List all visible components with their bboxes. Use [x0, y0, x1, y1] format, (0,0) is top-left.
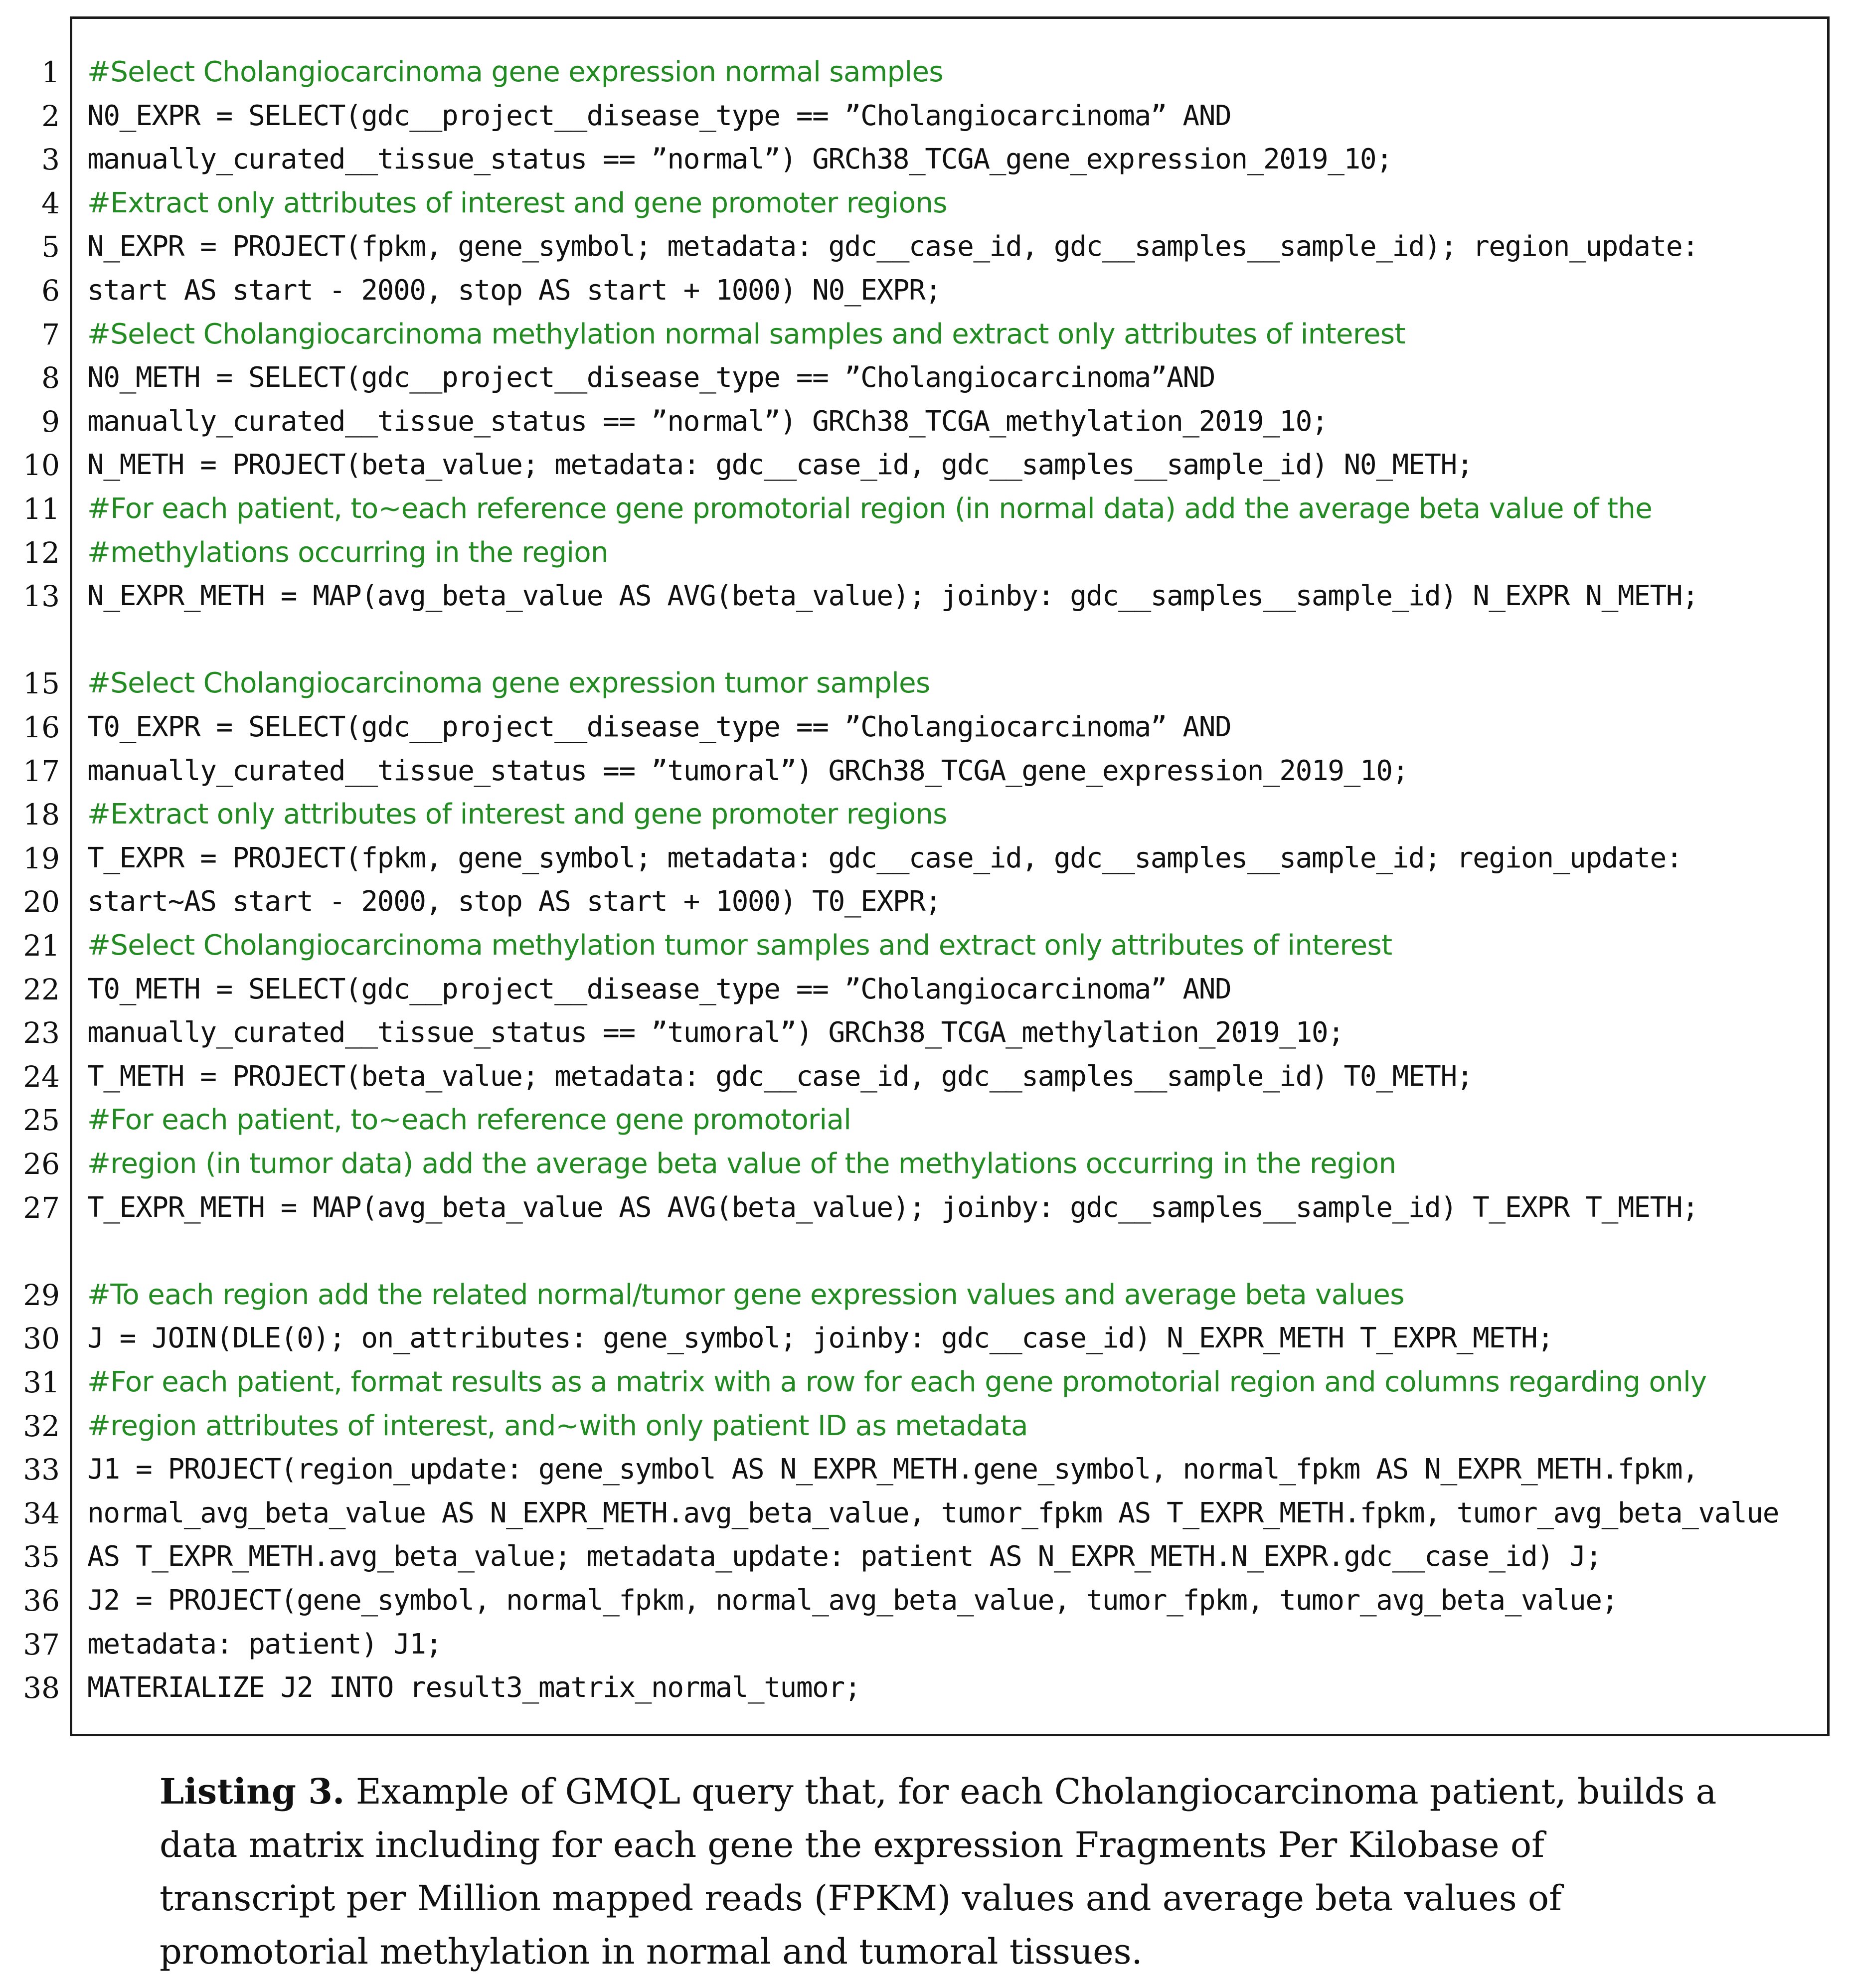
code-statement-line: T0_EXPR = SELECT(gdc__project__disease_type == ”Cholangiocarcinoma” AND [87, 711, 1231, 743]
code-comment-line: #Select Cholangiocarcinoma gene expression tumor samples [87, 667, 930, 700]
code-statement-line: J2 = PROJECT(gene_symbol, normal_fpkm, normal_avg_beta_value, tumor_fpkm, tumor_avg_beta_value; [87, 1584, 1618, 1617]
code-statement-line: start~AS start - 2000, stop AS start + 1000) T0_EXPR; [87, 885, 941, 918]
line-number: 27 [23, 1190, 60, 1225]
code-statement-line: MATERIALIZE J2 INTO result3_matrix_normal_tumor; [87, 1671, 861, 1704]
code-comment-line: #Select Cholangiocarcinoma gene expression normal samples [87, 56, 943, 88]
line-number: 8 [41, 361, 60, 395]
code-statement-line: start AS start - 2000, stop AS start + 1000) N0_EXPR; [87, 274, 941, 307]
line-number: 20 [23, 885, 60, 919]
code-comment-line: #To each region add the related normal/tumor gene expression values and average beta values [87, 1278, 1404, 1311]
code-statement-line: manually_curated__tissue_status == ”normal”) GRCh38_TCGA_methylation_2019_10; [87, 405, 1328, 438]
code-statement-line: N_EXPR_METH = MAP(avg_beta_value AS AVG(beta_value); joinby: gdc__samples__sample_id) N_EXPR N_METH; [87, 580, 1698, 613]
line-number: 19 [23, 841, 60, 875]
line-number: 9 [41, 404, 60, 439]
line-number: 37 [23, 1627, 60, 1661]
line-number: 23 [23, 1016, 60, 1050]
line-number: 13 [23, 579, 60, 614]
code-statement-line: T_EXPR = PROJECT(fpkm, gene_symbol; metadata: gdc__case_id, gdc__samples__sample_id; region_update: [87, 841, 1682, 874]
line-number: 32 [23, 1409, 60, 1443]
line-number: 34 [23, 1496, 60, 1530]
line-number: 6 [41, 274, 60, 308]
line-number: 17 [23, 754, 60, 788]
line-number: 11 [23, 492, 60, 526]
code-statement-line: T0_METH = SELECT(gdc__project__disease_type == ”Cholangiocarcinoma” AND [87, 973, 1231, 1005]
line-number: 2 [41, 99, 60, 133]
code-comment-line: #Select Cholangiocarcinoma methylation normal samples and extract only attributes of interest [87, 318, 1405, 350]
code-statement-line: J1 = PROJECT(region_update: gene_symbol AS N_EXPR_METH.gene_symbol, normal_fpkm AS N_EXPR_METH.fpkm, [87, 1453, 1698, 1486]
code-statement-line: N0_METH = SELECT(gdc__project__disease_type == ”Cholangiocarcinoma”AND [87, 361, 1215, 394]
code-statement-line: T_EXPR_METH = MAP(avg_beta_value AS AVG(beta_value); joinby: gdc__samples__sample_id) T_EXPR T_METH; [87, 1191, 1698, 1224]
line-number: 29 [23, 1278, 60, 1312]
line-number: 21 [23, 929, 60, 963]
line-number: 22 [23, 972, 60, 1006]
code-statement-line: J = JOIN(DLE(0); on_attributes: gene_symbol; joinby: gdc__case_id) N_EXPR_METH T_EXPR_METH; [87, 1322, 1553, 1355]
caption-label: Listing 3. [160, 1771, 345, 1812]
code-statement-line: manually_curated__tissue_status == ”normal”) GRCh38_TCGA_gene_expression_2019_10; [87, 143, 1392, 176]
line-number: 36 [23, 1584, 60, 1618]
line-number: 3 [41, 143, 60, 177]
line-number: 30 [23, 1322, 60, 1356]
code-statement-line: N_EXPR = PROJECT(fpkm, gene_symbol; metadata: gdc__case_id, gdc__samples__sample_id); region_update: [87, 230, 1698, 263]
line-number: 24 [23, 1059, 60, 1094]
code-comment-line: #region attributes of interest, and~with only patient ID as metadata [87, 1409, 1028, 1442]
code-statement-line: normal_avg_beta_value AS N_EXPR_METH.avg_beta_value, tumor_fpkm AS T_EXPR_METH.fpkm, tumor_avg_beta_value [87, 1496, 1779, 1529]
code-statement-line: AS T_EXPR_METH.avg_beta_value; metadata_update: patient AS N_EXPR_METH.N_EXPR.gdc__case_id) J; [87, 1540, 1602, 1573]
line-number: 12 [23, 535, 60, 570]
code-comment-line: #For each patient, format results as a matrix with a row for each gene promotorial region and columns regarding only [87, 1366, 1707, 1398]
code-statement-line: manually_curated__tissue_status == ”tumoral”) GRCh38_TCGA_methylation_2019_10; [87, 1016, 1344, 1049]
line-number: 25 [23, 1103, 60, 1138]
code-statement-line: N0_EXPR = SELECT(gdc__project__disease_type == ”Cholangiocarcinoma” AND [87, 99, 1231, 132]
code-statement-line: T_METH = PROJECT(beta_value; metadata: gdc__case_id, gdc__samples__sample_id) T0_METH; [87, 1060, 1473, 1093]
code-statement-line: manually_curated__tissue_status == ”tumoral”) GRCh38_TCGA_gene_expression_2019_10; [87, 754, 1408, 787]
line-number: 4 [41, 186, 60, 220]
line-number: 18 [23, 798, 60, 832]
line-number: 1 [41, 55, 60, 89]
code-statement-line: N_METH = PROJECT(beta_value; metadata: gdc__case_id, gdc__samples__sample_id) N0_METH; [87, 449, 1473, 482]
line-number: 33 [23, 1453, 60, 1487]
line-number: 35 [23, 1540, 60, 1574]
line-number: 38 [23, 1671, 60, 1705]
line-number: 16 [23, 710, 60, 744]
line-number: 31 [23, 1365, 60, 1399]
code-comment-line: #Select Cholangiocarcinoma methylation tumor samples and extract only attributes of interest [87, 929, 1392, 962]
code-comment-line: #For each patient, to~each reference gene promotorial region (in normal data) add the average beta value of the [87, 493, 1653, 525]
line-number: 26 [23, 1147, 60, 1181]
line-number: 7 [41, 317, 60, 351]
code-comment-line: #region (in tumor data) add the average beta value of the methylations occurring in the region [87, 1148, 1396, 1180]
code-comment-line: #Extract only attributes of interest and gene promoter regions [87, 186, 947, 219]
code-comment-line: #methylations occurring in the region [87, 536, 608, 569]
code-comment-line: #Extract only attributes of interest and gene promoter regions [87, 798, 947, 831]
line-number: 10 [23, 448, 60, 483]
code-statement-line: metadata: patient) J1; [87, 1628, 442, 1660]
listing-caption [160, 1765, 1730, 1979]
code-comment-line: #For each patient, to~each reference gene promotorial [87, 1104, 851, 1137]
caption-text: Example of GMQL query that, for each Cholangiocarcinoma patient, builds a data matrix including for each gene the expression Fragments Per Kilobase of transcript per Million mapped reads (FPKM) values and average beta values of promotorial methylation in normal and tumoral tissues. [160, 1771, 1717, 1972]
line-number: 5 [41, 230, 60, 264]
line-number: 15 [23, 666, 60, 701]
